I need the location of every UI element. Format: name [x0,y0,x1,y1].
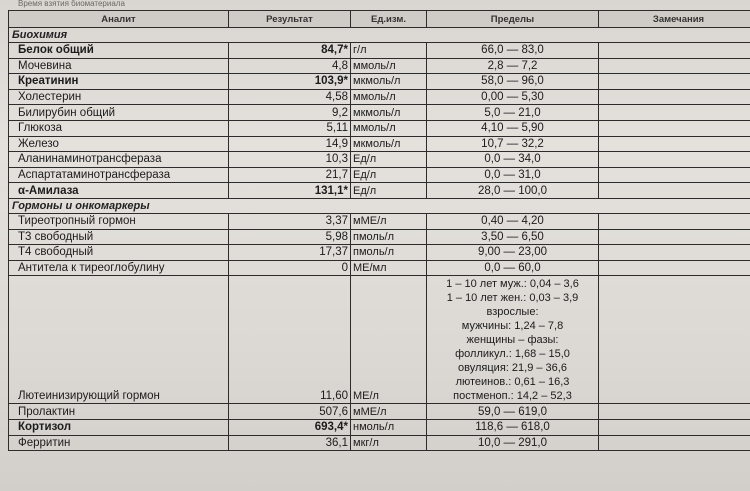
lh-limit-line: женщины – фазы: [466,334,559,347]
analyte-result: 9,2 [229,105,351,121]
analyte-result: 693,4* [229,419,351,435]
analyte-name: Билирубин общий [9,105,229,121]
section-hormones [9,198,750,213]
analyte-note [599,120,750,136]
analyte-name: α-Амилаза [9,183,229,199]
section-biochem [9,28,750,43]
analyte-result: 0 [229,260,351,276]
analyte-note [599,245,750,261]
analyte-note [599,183,750,199]
analyte-name: Белок общий [9,43,229,59]
analyte-result: 5,11 [229,120,351,136]
analyte-unit: мкмоль/л [351,105,427,121]
analyte-unit: ммоль/л [351,89,427,105]
analyte-limits: 59,0 — 619,0 [427,404,599,420]
table-row [9,74,750,90]
analyte-unit: Ед/л [351,183,427,199]
analyte-name: Пролактин [9,404,229,420]
table-row [9,229,750,245]
table-row [9,419,750,435]
analyte-name: Лютеинизирующий гормон [9,276,229,404]
table-row [9,120,750,136]
analyte-note [599,229,750,245]
section-title: Биохимия [9,28,750,43]
analyte-result: 4,58 [229,89,351,105]
analyte-result: 131,1* [229,183,351,199]
analyte-name: Т4 свободный [9,245,229,261]
lh-limit-line: 1 – 10 лет жен.: 0,03 – 3,9 [446,292,579,305]
header-notes: Замечания [599,11,750,28]
analyte-result: 14,9 [229,136,351,152]
analyte-unit: пмоль/л [351,229,427,245]
analyte-note [599,43,750,59]
analyte-unit: мкмоль/л [351,136,427,152]
analyte-result: 36,1 [229,435,351,451]
analyte-note [599,58,750,74]
analyte-limits: 3,50 — 6,50 [427,229,599,245]
analyte-unit: нмоль/л [351,419,427,435]
analyte-unit: мМЕ/л [351,404,427,420]
analyte-limits: 0,00 — 5,30 [427,89,599,105]
analyte-result: 103,9* [229,74,351,90]
analyte-unit: мкмоль/л [351,74,427,90]
analyte-limits: 0,40 — 4,20 [427,213,599,229]
lh-limit-line: мужчины: 1,24 – 7,8 [461,320,564,333]
table-row [9,105,750,121]
lh-limit-line: 1 – 10 лет муж.: 0,04 – 3,6 [446,278,579,291]
analyte-name: Креатинин [9,74,229,90]
analyte-limits: 2,8 — 7,2 [427,58,599,74]
analyte-result: 11,60 [229,276,351,404]
table-row [9,260,750,276]
analyte-unit: Ед/л [351,167,427,183]
analyte-result: 5,98 [229,229,351,245]
table-row [9,152,750,168]
analyte-note [599,276,750,404]
analyte-result: 10,3 [229,152,351,168]
lh-limit-line: взрослые: [486,306,539,319]
table-row-lh [9,276,750,404]
analyte-limits: 9,00 — 23,00 [427,245,599,261]
analyte-unit: мМЕ/л [351,213,427,229]
analyte-name: Антитела к тиреоглобулину [9,260,229,276]
analyte-name: Железо [9,136,229,152]
table-header [9,11,750,28]
analyte-name: Кортизол [9,419,229,435]
analyte-limits: 0,0 — 31,0 [427,167,599,183]
analyte-limits: 10,7 — 32,2 [427,136,599,152]
header-result: Результат [229,11,351,28]
analyte-limits: 5,0 — 21,0 [427,105,599,121]
lh-limit-line: овуляция: 21,9 – 36,6 [458,362,567,375]
analyte-name: Холестерин [9,89,229,105]
analyte-note [599,89,750,105]
top-cut-text: Время взятия биоматериала [18,0,125,8]
analyte-unit: МЕ/мл [351,260,427,276]
analyte-result: 3,37 [229,213,351,229]
header-unit: Ед.изм. [351,11,427,28]
table-row [9,167,750,183]
analyte-unit: пмоль/л [351,245,427,261]
table-row [9,58,750,74]
analyte-name: Ферритин [9,435,229,451]
analyte-limits: 118,6 — 618,0 [427,419,599,435]
analyte-note [599,260,750,276]
header-limits: Пределы [427,11,599,28]
analyte-result: 21,7 [229,167,351,183]
header-analyte: Аналит [9,11,229,28]
table-row [9,435,750,451]
analyte-name: Аспартатаминотрансфераза [9,167,229,183]
analyte-result: 507,6 [229,404,351,420]
analyte-note [599,213,750,229]
analyte-note [599,136,750,152]
analyte-limits: 0,0 — 60,0 [427,260,599,276]
analyte-unit: ммоль/л [351,58,427,74]
analyte-result: 4,8 [229,58,351,74]
analyte-result: 84,7* [229,43,351,59]
lh-limit-line: постменоп.: 14,2 – 52,3 [453,390,572,403]
analyte-limits: 0,0 — 34,0 [427,152,599,168]
table-row [9,245,750,261]
analyte-note [599,404,750,420]
analyte-unit: ммоль/л [351,120,427,136]
table-row [9,136,750,152]
analyte-name: Т3 свободный [9,229,229,245]
analyte-name: Мочевина [9,58,229,74]
analyte-unit: мкг/л [351,435,427,451]
analyte-limits: 10,0 — 291,0 [427,435,599,451]
analyte-limits: 66,0 — 83,0 [427,43,599,59]
table-row [9,43,750,59]
analyte-result: 17,37 [229,245,351,261]
analyte-name: Тиреотропный гормон [9,213,229,229]
analyte-name: Глюкоза [9,120,229,136]
analyte-name: Аланинаминотрансфераза [9,152,229,168]
analyte-note [599,167,750,183]
analyte-limits: 58,0 — 96,0 [427,74,599,90]
section-title: Гормоны и онкомаркеры [9,198,750,213]
analyte-note [599,105,750,121]
analyte-unit: МЕ/л [351,276,427,404]
analyte-unit: Ед/л [351,152,427,168]
analyte-note [599,152,750,168]
analyte-note [599,74,750,90]
analyte-limits [427,276,599,404]
analyte-limits: 4,10 — 5,90 [427,120,599,136]
lh-limit-line: фолликул.: 1,68 – 15,0 [455,348,570,361]
results-table [8,10,750,451]
lh-limit-line: лютеинов.: 0,61 – 16,3 [455,376,570,389]
table-row [9,89,750,105]
table-row [9,183,750,199]
analyte-note [599,419,750,435]
analyte-note [599,435,750,451]
analyte-limits: 28,0 — 100,0 [427,183,599,199]
table-row [9,404,750,420]
table-row [9,213,750,229]
analyte-unit: г/л [351,43,427,59]
